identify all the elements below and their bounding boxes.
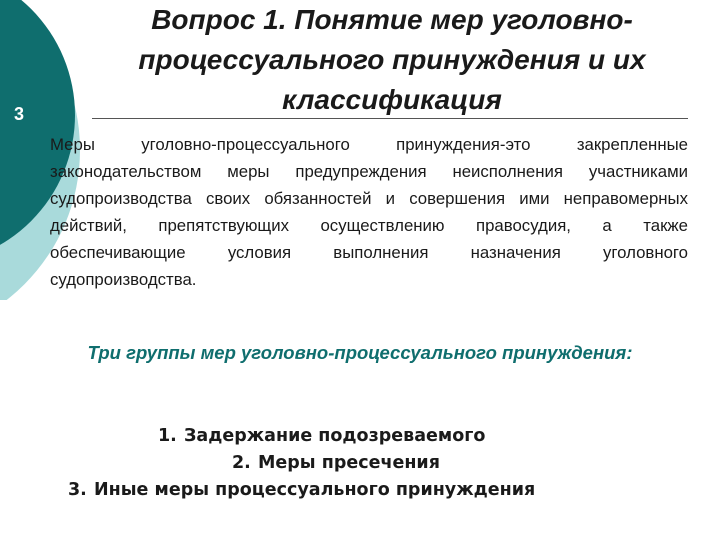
slide-number: 3 [13,104,24,124]
title-divider [92,118,688,119]
definition-paragraph: Меры уголовно-процессуального принуждения-это закрепленные законодательством меры предупреждения неисполнения участниками судопроизводства своих обязанностей и совершения ими неправомерных действий, препятствующих осуществлению правосудия, а также обеспечивающие условия выполнения назначения уголовного судопроизводства. [50,135,688,289]
group-label: Задержание подозреваемого [184,426,486,446]
group-label: Меры пресечения [258,453,440,473]
group-number: 2. [232,453,251,473]
slide-title: Вопрос 1. Понятие мер уголовно-процессуального принуждения и их классификация [138,4,646,115]
group-label: Иные меры процессуального принуждения [94,480,536,500]
groups-heading: Три группы мер уголовно-процессуального принуждения: [87,342,633,363]
group-number: 1. [158,426,177,446]
group-item-2 [232,450,440,477]
group-number: 3. [68,480,87,500]
group-item-1 [158,423,485,450]
group-item-3 [68,477,535,504]
